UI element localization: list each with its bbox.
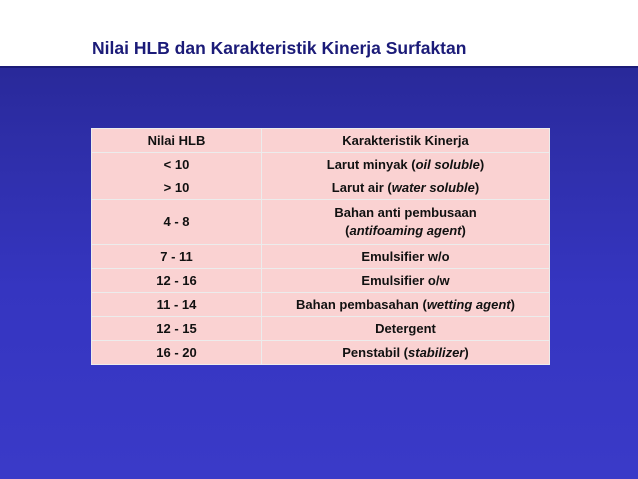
desc-text: )	[461, 223, 466, 238]
table-row	[92, 200, 550, 245]
table-row	[92, 293, 550, 317]
desc-text: (	[345, 223, 350, 238]
hlb-cell: > 10	[92, 176, 262, 200]
desc-italic: oil soluble	[415, 156, 480, 172]
desc-text: )	[464, 344, 469, 360]
table-row	[92, 269, 550, 293]
table-header-row	[92, 129, 550, 153]
desc-text: Bahan anti pembusaan	[334, 205, 477, 220]
slide-title: Nilai HLB dan Karakteristik Kinerja Surfaktan	[92, 38, 467, 58]
table-row	[92, 341, 550, 365]
header-hlb-value: Nilai HLB	[92, 129, 262, 153]
desc-italic: stabilizer	[408, 344, 465, 360]
desc-text: Larut minyak (	[326, 156, 416, 172]
title-bar	[0, 30, 638, 68]
hlb-cell: 12 - 15	[92, 317, 262, 341]
table-row	[92, 245, 550, 269]
desc-cell	[262, 293, 550, 317]
desc-cell	[262, 200, 550, 245]
desc-italic: antifoaming agent	[349, 223, 462, 238]
desc-cell: Emulsifier o/w	[262, 269, 550, 293]
desc-cell: Detergent	[262, 317, 550, 341]
hlb-cell: < 10	[92, 153, 262, 177]
hlb-cell: 7 - 11	[92, 245, 262, 269]
desc-cell	[262, 153, 550, 177]
header-performance: Karakteristik Kinerja	[262, 129, 550, 153]
desc-cell	[262, 341, 550, 365]
desc-text: )	[479, 156, 485, 172]
desc-italic: water soluble	[391, 179, 475, 195]
desc-text: Penstabil (	[342, 344, 409, 360]
hlb-table	[91, 128, 550, 365]
table-row	[92, 317, 550, 341]
hlb-cell: 12 - 16	[92, 269, 262, 293]
desc-cell: Emulsifier w/o	[262, 245, 550, 269]
desc-text: )	[474, 179, 480, 195]
top-white-strip	[0, 0, 638, 30]
desc-italic: wetting agent	[426, 296, 511, 312]
hlb-cell: 4 - 8	[92, 200, 262, 245]
desc-text: )	[510, 296, 515, 312]
hlb-cell: 16 - 20	[92, 341, 262, 365]
desc-text: Larut air (	[331, 179, 392, 195]
hlb-cell: 11 - 14	[92, 293, 262, 317]
desc-text: Bahan pembasahan (	[296, 296, 427, 312]
table-row	[92, 176, 550, 200]
table-row	[92, 153, 550, 177]
desc-cell	[262, 176, 550, 200]
